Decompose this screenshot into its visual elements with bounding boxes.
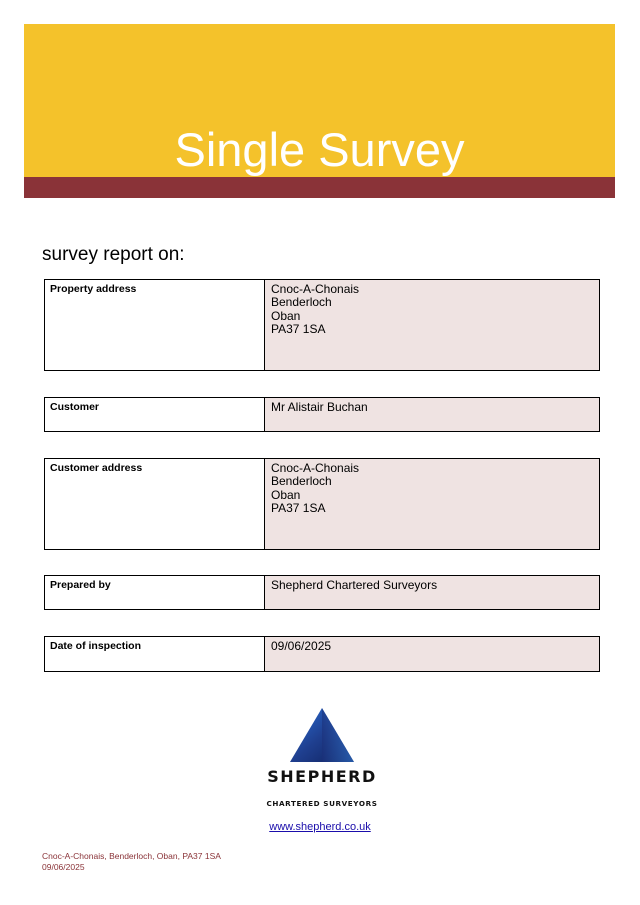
property-address-line: Oban [271,308,301,323]
date-of-inspection-label: Date of inspection [45,637,265,671]
customer-address-label: Customer address [45,459,265,549]
property-address-line: PA37 1SA [271,322,326,337]
customer-address-value [265,459,599,549]
customer-label: Customer [45,398,265,431]
page-footer [42,851,221,873]
website-link[interactable]: www.shepherd.co.uk [269,821,371,833]
property-address-label: Property address [45,280,265,370]
triangle-logo-icon [262,706,382,812]
logo-tagline: CHARTERED SURVEYORS [266,799,378,808]
date-of-inspection-value [265,637,599,671]
prepared-by-label: Prepared by [45,576,265,609]
customer-address-line: Cnoc-A-Chonais [271,461,360,475]
footer-address: Cnoc-A-Chonais, Benderloch, Oban, PA37 1SA [42,851,221,861]
page-title: Single Survey [174,123,465,176]
customer-value [265,398,599,431]
banner-stripe [24,177,615,198]
prepared-by-field [44,575,600,610]
customer-field [44,397,600,432]
property-address-value [265,280,599,370]
report-subtitle: survey report on: [42,244,185,265]
customer-address-field [44,458,600,550]
date-of-inspection-field [44,636,600,672]
shepherd-logo [262,706,382,812]
prepared-by-value [265,576,599,609]
customer-address-line: PA37 1SA [271,501,326,516]
customer-address-line: Benderloch [271,474,332,489]
property-address-field [44,279,600,371]
customer-name: Mr Alistair Buchan [271,400,368,414]
prepared-by-name: Shepherd Chartered Surveyors [271,578,438,592]
inspection-date: 09/06/2025 [271,639,332,653]
property-address-line: Cnoc-A-Chonais [271,282,360,296]
title-banner [24,24,615,177]
footer-date: 09/06/2025 [42,862,85,872]
customer-address-line: Oban [271,487,301,502]
property-address-line: Benderloch [271,295,332,310]
logo-wordmark: SHEPHERD [267,767,377,786]
